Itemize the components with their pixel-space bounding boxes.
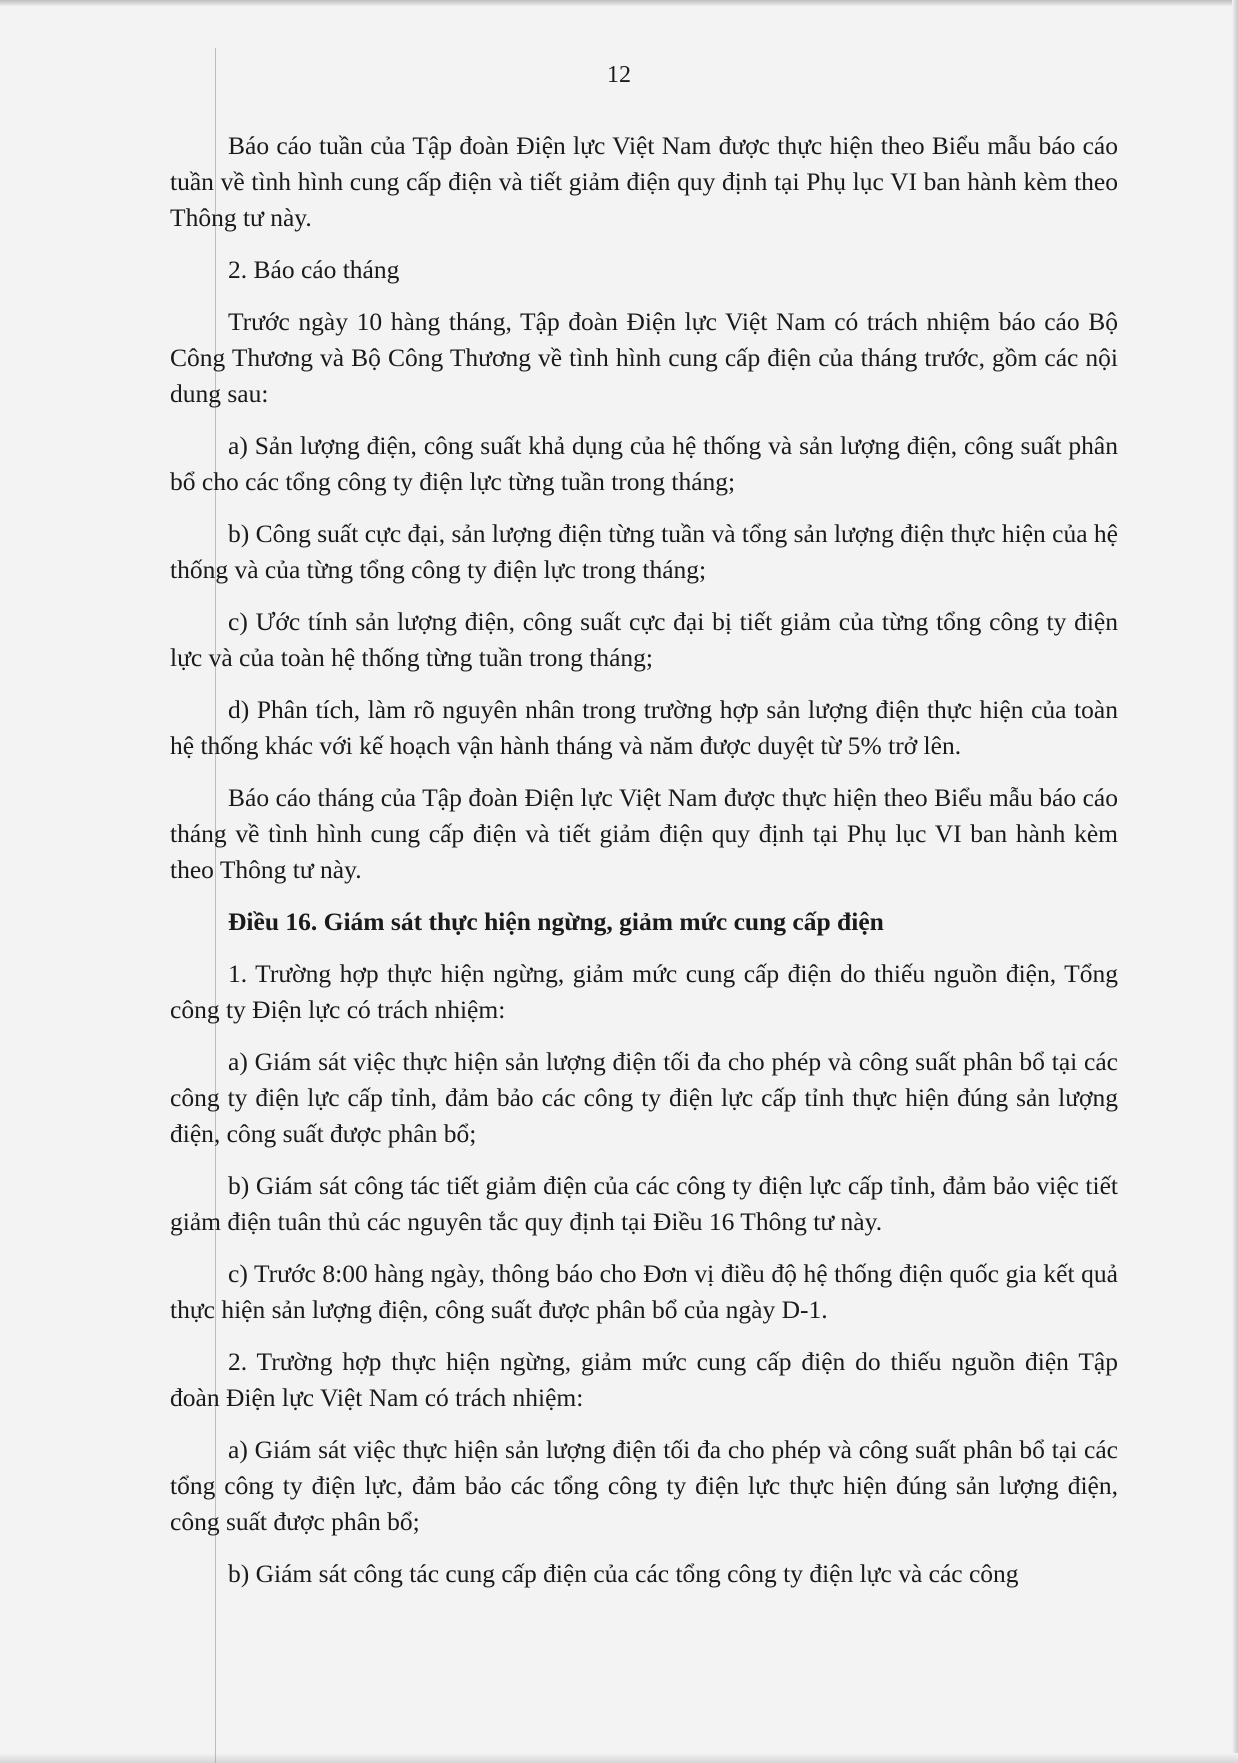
paragraph-monthly-report-title: 2. Báo cáo tháng [228,255,400,284]
paragraph-monthly-report-intro: Trước ngày 10 hàng tháng, Tập đoàn Điện lực Việt Nam có trách nhiệm báo cáo Bộ Công Thương và Bộ Công Thương về tình hình cung cấp điện của tháng trước, gồm các nội dung sau: [170,307,1118,408]
article-clause-1: 1. Trường hợp thực hiện ngừng, giảm mức cung cấp điện do thiếu nguồn điện, Tổng công ty Điện lực có trách nhiệm: [170,959,1118,1024]
article-clause-1a: a) Giám sát việc thực hiện sản lượng điện tối đa cho phép và công suất phân bổ tại các công ty điện lực cấp tỉnh, đảm bảo các công ty điện lực cấp tỉnh thực hiện đúng sản lượng điện, công suất được phân bổ; [170,1047,1118,1148]
scan-right-edge [1232,0,1238,1763]
article-clause-1c: c) Trước 8:00 hàng ngày, thông báo cho Đơn vị điều độ hệ thống điện quốc gia kết quả thực hiện sản lượng điện, công suất được phân bổ của ngày D-1. [170,1259,1118,1324]
article-clause-1b: b) Giám sát công tác tiết giảm điện của các công ty điện lực cấp tỉnh, đảm bảo việc tiết giảm điện tuân thủ các nguyên tắc quy định tại Điều 16 Thông tư này. [170,1171,1118,1236]
page-number: 12 [607,62,631,88]
scan-top-edge [0,0,1238,6]
article-clause-2a: a) Giám sát việc thực hiện sản lượng điện tối đa cho phép và công suất phân bổ tại các tổng công ty điện lực, đảm bảo các tổng công ty điện lực thực hiện đúng sản lượng điện, công suất được phân bổ; [170,1435,1118,1536]
paragraph-item-b: b) Công suất cực đại, sản lượng điện từng tuần và tổng sản lượng điện thực hiện của hệ thống và của từng tổng công ty điện lực trong tháng; [170,519,1118,584]
scan-bottom-edge [0,1753,1238,1763]
paragraph-weekly-report-form: Báo cáo tuần của Tập đoàn Điện lực Việt Nam được thực hiện theo Biểu mẫu báo cáo tuần về tình hình cung cấp điện và tiết giảm điện quy định tại Phụ lục VI ban hành kèm theo Thông tư này. [170,131,1118,232]
paragraph-item-c: c) Ước tính sản lượng điện, công suất cực đại bị tiết giảm của từng tổng công ty điện lực và của toàn hệ thống từng tuần trong tháng; [170,607,1118,672]
article-clause-2b: b) Giám sát công tác cung cấp điện của các tổng công ty điện lực và các công [228,1559,1019,1588]
document-body [170,128,1118,1608]
article-heading: Điều 16. Giám sát thực hiện ngừng, giảm mức cung cấp điện [228,907,884,936]
paragraph-item-a: a) Sản lượng điện, công suất khả dụng của hệ thống và sản lượng điện, công suất phân bổ cho các tổng công ty điện lực từng tuần trong tháng; [170,431,1118,496]
paragraph-monthly-report-form: Báo cáo tháng của Tập đoàn Điện lực Việt Nam được thực hiện theo Biểu mẫu báo cáo tháng về tình hình cung cấp điện và tiết giảm điện quy định tại Phụ lục VI ban hành kèm theo Thông tư này. [170,783,1118,884]
article-clause-2: 2. Trường hợp thực hiện ngừng, giảm mức cung cấp điện do thiếu nguồn điện Tập đoàn Điện lực Việt Nam có trách nhiệm: [170,1347,1118,1412]
paragraph-item-d: d) Phân tích, làm rõ nguyên nhân trong trường hợp sản lượng điện thực hiện của toàn hệ thống khác với kế hoạch vận hành tháng và năm được duyệt từ 5% trở lên. [170,695,1118,760]
